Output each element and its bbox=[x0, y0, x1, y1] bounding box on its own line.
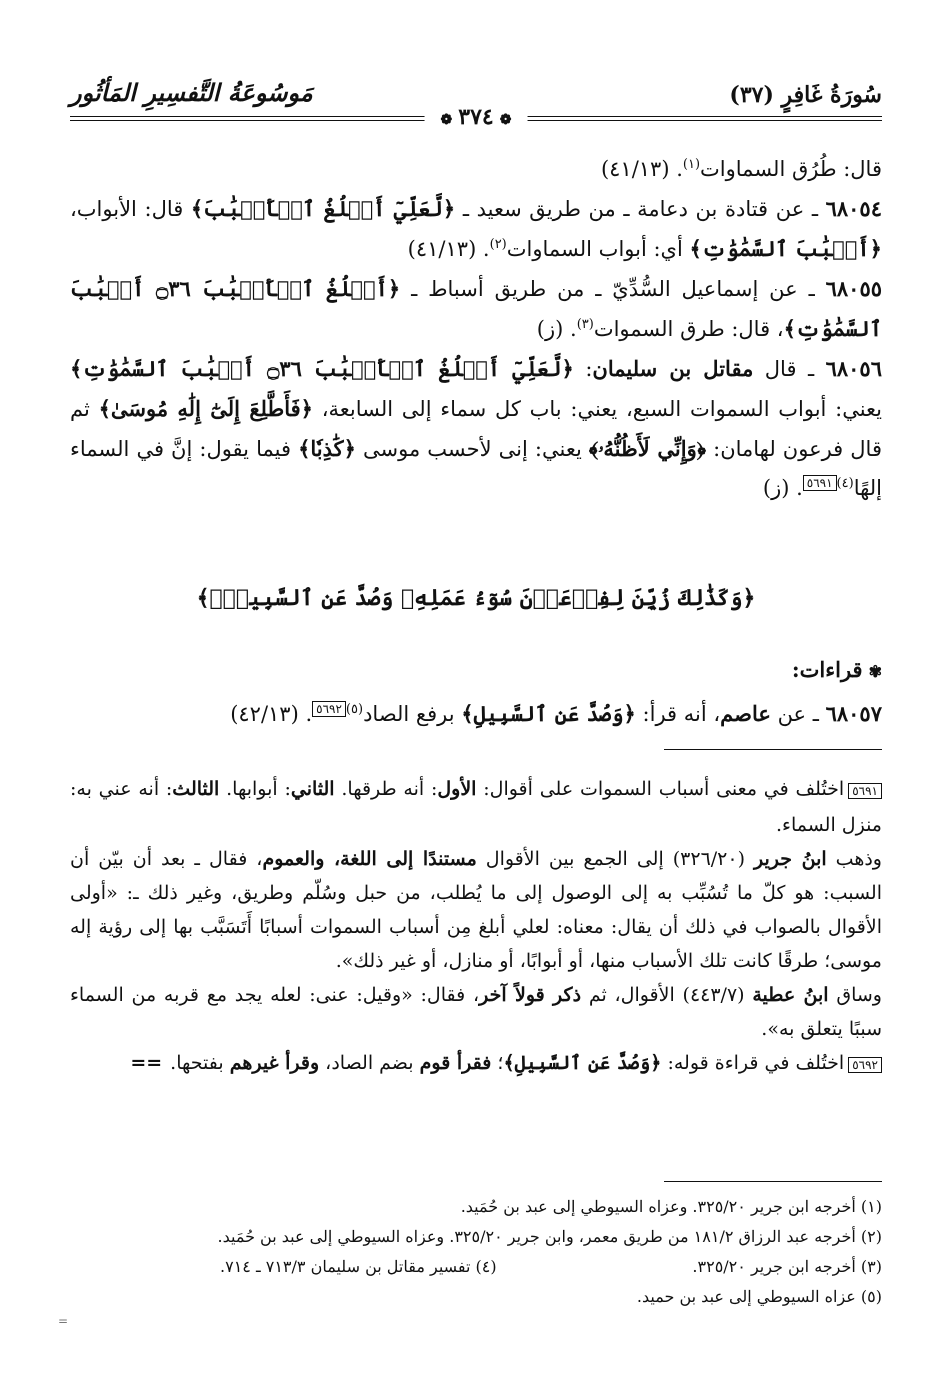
footnote-marker: (٣) bbox=[576, 317, 594, 332]
continuation-mark: == bbox=[130, 1052, 163, 1074]
footnote-marker: (٢) bbox=[489, 237, 507, 252]
note-text: وساق bbox=[828, 984, 882, 1006]
qiraat-heading bbox=[70, 654, 882, 688]
note-box-number: ٥٦٩٢ bbox=[848, 1057, 882, 1073]
footnote-marker: (١) bbox=[682, 157, 701, 172]
footnote-separator bbox=[664, 1181, 882, 1182]
note-text: : أنه طرقها. bbox=[334, 778, 438, 800]
book-title: مَوسُوعَةُ التَّفسِيرِ المَأثُور bbox=[70, 78, 313, 107]
entry-number: ٦٨٠٥٥ bbox=[825, 276, 883, 301]
footnote-5: (٥) عزاه السيوطي إلى عبد بن حميد. bbox=[636, 1287, 882, 1306]
page-number-group bbox=[425, 104, 528, 130]
entry-text: قال: طُرُق السماوات bbox=[700, 157, 882, 181]
note-text: ؛ bbox=[491, 1052, 504, 1074]
margin-mark: = bbox=[58, 1314, 69, 1328]
note-bold: الثالث bbox=[172, 778, 220, 800]
reference: . (ز) bbox=[536, 317, 577, 341]
entry-text: يعني: أبواب السموات السبع، يعني: باب كل سماء إلى السابعة، bbox=[312, 397, 883, 421]
entry-text: يعني: إنى لأحسب موسى bbox=[355, 437, 589, 461]
note-bold: فقرأ قوم bbox=[419, 1052, 492, 1074]
main-text bbox=[70, 150, 882, 508]
quran-quote: ﴿وَصُدَّ عَنِ ٱلسَّبِيلِ﴾ bbox=[461, 701, 636, 726]
ornament-icon: ❁ bbox=[499, 112, 512, 128]
note-box-number: ٥٦٩١ bbox=[848, 783, 882, 799]
entry-68056 bbox=[70, 349, 882, 508]
note-text: بضم الصاد، bbox=[319, 1052, 420, 1074]
entry-text: ، قال: طرق السموات bbox=[593, 317, 784, 341]
note-bold: مستندًا إلى اللغة، والعموم bbox=[262, 848, 477, 870]
quran-quote: ﴿أَسۡبَٰبَ ٱلسَّمَٰوَٰتِ﴾ bbox=[689, 236, 882, 261]
footnote-3: (٣) أخرجه ابن جرير ٣٢٥/٢٠. bbox=[692, 1257, 882, 1276]
footnote-marker: (٤) bbox=[836, 476, 854, 491]
note-bold: وقرأ غيرهم bbox=[229, 1052, 320, 1074]
note-ibn-atiyya bbox=[70, 978, 882, 1046]
note-text: : أنه عني به: منزل السماء. bbox=[70, 778, 882, 836]
reference: . (٤١/١٣) bbox=[600, 157, 683, 181]
entry-text: ـ عن إسماعيل السُّدِّيّ ـ من طريق أسباط ـ bbox=[400, 277, 826, 301]
narrator-name: مقاتل بن سليمان bbox=[592, 356, 754, 381]
star-ornament-icon: ✾ bbox=[868, 662, 882, 681]
note-text: ، فقال: «وقيل: عنى: لعله يجد مع قربه من السماء سببًا يتعلق به». bbox=[70, 984, 882, 1040]
reference: . (ز) bbox=[762, 476, 803, 500]
entry-number: ٦٨٠٥٦ bbox=[825, 356, 882, 381]
footnote-marker: (٥) bbox=[345, 702, 364, 717]
entry-68054 bbox=[70, 189, 882, 269]
note-text: (٣٢٦/٢٠) إلى الجمع بين الأقوال bbox=[476, 848, 755, 870]
note-text: اختُلف في قراءة قوله: bbox=[661, 1052, 845, 1074]
surah-title: سُورَةُ غَافِرٍ (٣٧) bbox=[729, 82, 882, 108]
quran-quote: ﴿لَّعَلِّيٓ أَبۡلُغُ ٱلۡأَسۡبَٰبَ﴾ bbox=[190, 196, 456, 221]
note-text: ، فقال ـ بعد أن بيّن أن السبب: هو كلّ ما تُسُبِّب به إلى الوصول إلى ما يُطلب، من حبل وسُلّم وطريق، وغير ذلك ـ: «أولى الأقوال بالصواب في ذلك أن يقال: معناه: لعلي أبلغ مِن أسباب السموات أسبابًا أَتَسَبَّب بها إلى رؤية إله موسى؛ طرقًا كانت تلك الأسباب منها، أو أبوابًا، أو منازل، أو غير ذلك». bbox=[70, 848, 882, 972]
footnote-row bbox=[70, 1252, 882, 1282]
note-bold: ذكر قولاً آخر bbox=[479, 984, 582, 1006]
entry-number: ٦٨٠٥٤ bbox=[825, 196, 882, 221]
note-5691 bbox=[70, 772, 882, 842]
entry-text: ـ قال bbox=[753, 357, 826, 381]
ornament-icon: ❁ bbox=[440, 112, 453, 128]
entry-text: ـ عن قتادة بن دعامة ـ من طريق سعيد ـ bbox=[455, 197, 826, 221]
note-box-number: ٥٦٩١ bbox=[803, 475, 837, 491]
notes-separator bbox=[664, 749, 882, 750]
note-text: : أبوابها. bbox=[219, 778, 291, 800]
note-bold: الأول bbox=[437, 778, 477, 800]
entry-text: : bbox=[573, 357, 593, 381]
quran-quote: ﴿وَصُدَّ عَنِ ٱلسَّبِيلِ﴾ bbox=[503, 1052, 662, 1074]
entry-text: أي: أبواب السماوات bbox=[506, 237, 690, 261]
page-header bbox=[70, 76, 882, 130]
quran-quote: ﴿وَإِنِّي لَأَظُنُّهُۥ﴾ bbox=[588, 436, 707, 461]
note-bold: الثاني bbox=[290, 778, 335, 800]
reference: . (٤١/١٣) bbox=[407, 237, 490, 261]
note-5692 bbox=[70, 1046, 882, 1082]
entry-68057 bbox=[70, 694, 882, 734]
entry-text: برفع الصاد bbox=[363, 702, 462, 726]
entry-text: ، أنه قرأ: bbox=[635, 702, 721, 726]
narrator-name: عاصم bbox=[720, 701, 771, 726]
note-box-number: ٥٦٩٢ bbox=[312, 701, 346, 717]
qiraat-section bbox=[70, 654, 882, 734]
note-text: وذهب bbox=[826, 848, 882, 870]
quran-quote: ﴿أَبۡلُغُ ٱلۡأَسۡبَٰبَ ۝٣٦ أَسۡبَٰبَ ٱلسَّمَٰوَٰتِ﴾ bbox=[70, 276, 882, 341]
footnote-1: (١) أخرجه ابن جرير ٣٢٥/٢٠. وعزاه السيوطي إلى عبد بن حُمَيد. bbox=[460, 1197, 882, 1216]
entry-text: ثم قال فرعون لهامان: bbox=[70, 397, 882, 461]
entry-text: فيما يقول: إنَّ في السماء إلهًا bbox=[70, 437, 882, 500]
footnotes bbox=[70, 1192, 882, 1312]
note-text: (٤٤٣/٧) الأقوال، ثم bbox=[581, 984, 753, 1006]
quran-quote: ﴿فَأَطَّلِعَ إِلَىٰٓ إِلَٰهِ مُوسَىٰ﴾ bbox=[98, 396, 313, 421]
note-text: بفتحها. bbox=[170, 1052, 230, 1074]
entry-continuation bbox=[70, 150, 882, 189]
scholar-name: ابنُ عطية bbox=[752, 984, 829, 1006]
verse-heading: ﴿وَكَذَٰلِكَ زُيِّنَ لِفِرۡعَوۡنَ سُوٓءُ عَمَلِهِۦ وَصُدَّ عَنِ ٱلسَّبِيلِۚ﴾ bbox=[196, 585, 756, 611]
page-number: ٣٧٤ bbox=[458, 104, 494, 130]
quran-quote: ﴿كَٰذِبٗا﴾ bbox=[298, 436, 356, 461]
footnote-4: (٤) تفسير مقاتل بن سليمان ٧١٣/٣ ـ ٧١٤. bbox=[220, 1257, 497, 1276]
entry-text: ـ عن bbox=[770, 702, 826, 726]
scholar-name: ابنُ جرير bbox=[754, 848, 827, 870]
note-ibn-jarir bbox=[70, 842, 882, 978]
entry-number: ٦٨٠٥٧ bbox=[825, 701, 882, 726]
quran-quote: ﴿لَّعَلِّيٓ أَبۡلُغُ ٱلۡأَسۡبَٰبَ ۝٣٦ أَسۡبَٰبَ ٱلسَّمَٰوَٰتِ﴾ bbox=[70, 356, 574, 381]
note-text: اختُلف في معنى أسباب السموات على أقوال: bbox=[476, 778, 845, 800]
qiraat-heading-text: قراءات: bbox=[791, 657, 863, 682]
commentary-notes bbox=[70, 772, 882, 1082]
entry-68055 bbox=[70, 269, 882, 349]
footnote-2: (٢) أخرجه عبد الرزاق ١٨١/٢ من طريق معمر، وابن جرير ٣٢٥/٢٠. وعزاه السيوطي إلى عبد بن حُمَيد. bbox=[217, 1227, 882, 1246]
entry-text: قال: الأبواب، bbox=[70, 197, 191, 221]
reference: . (٤٢/١٣) bbox=[230, 702, 313, 726]
